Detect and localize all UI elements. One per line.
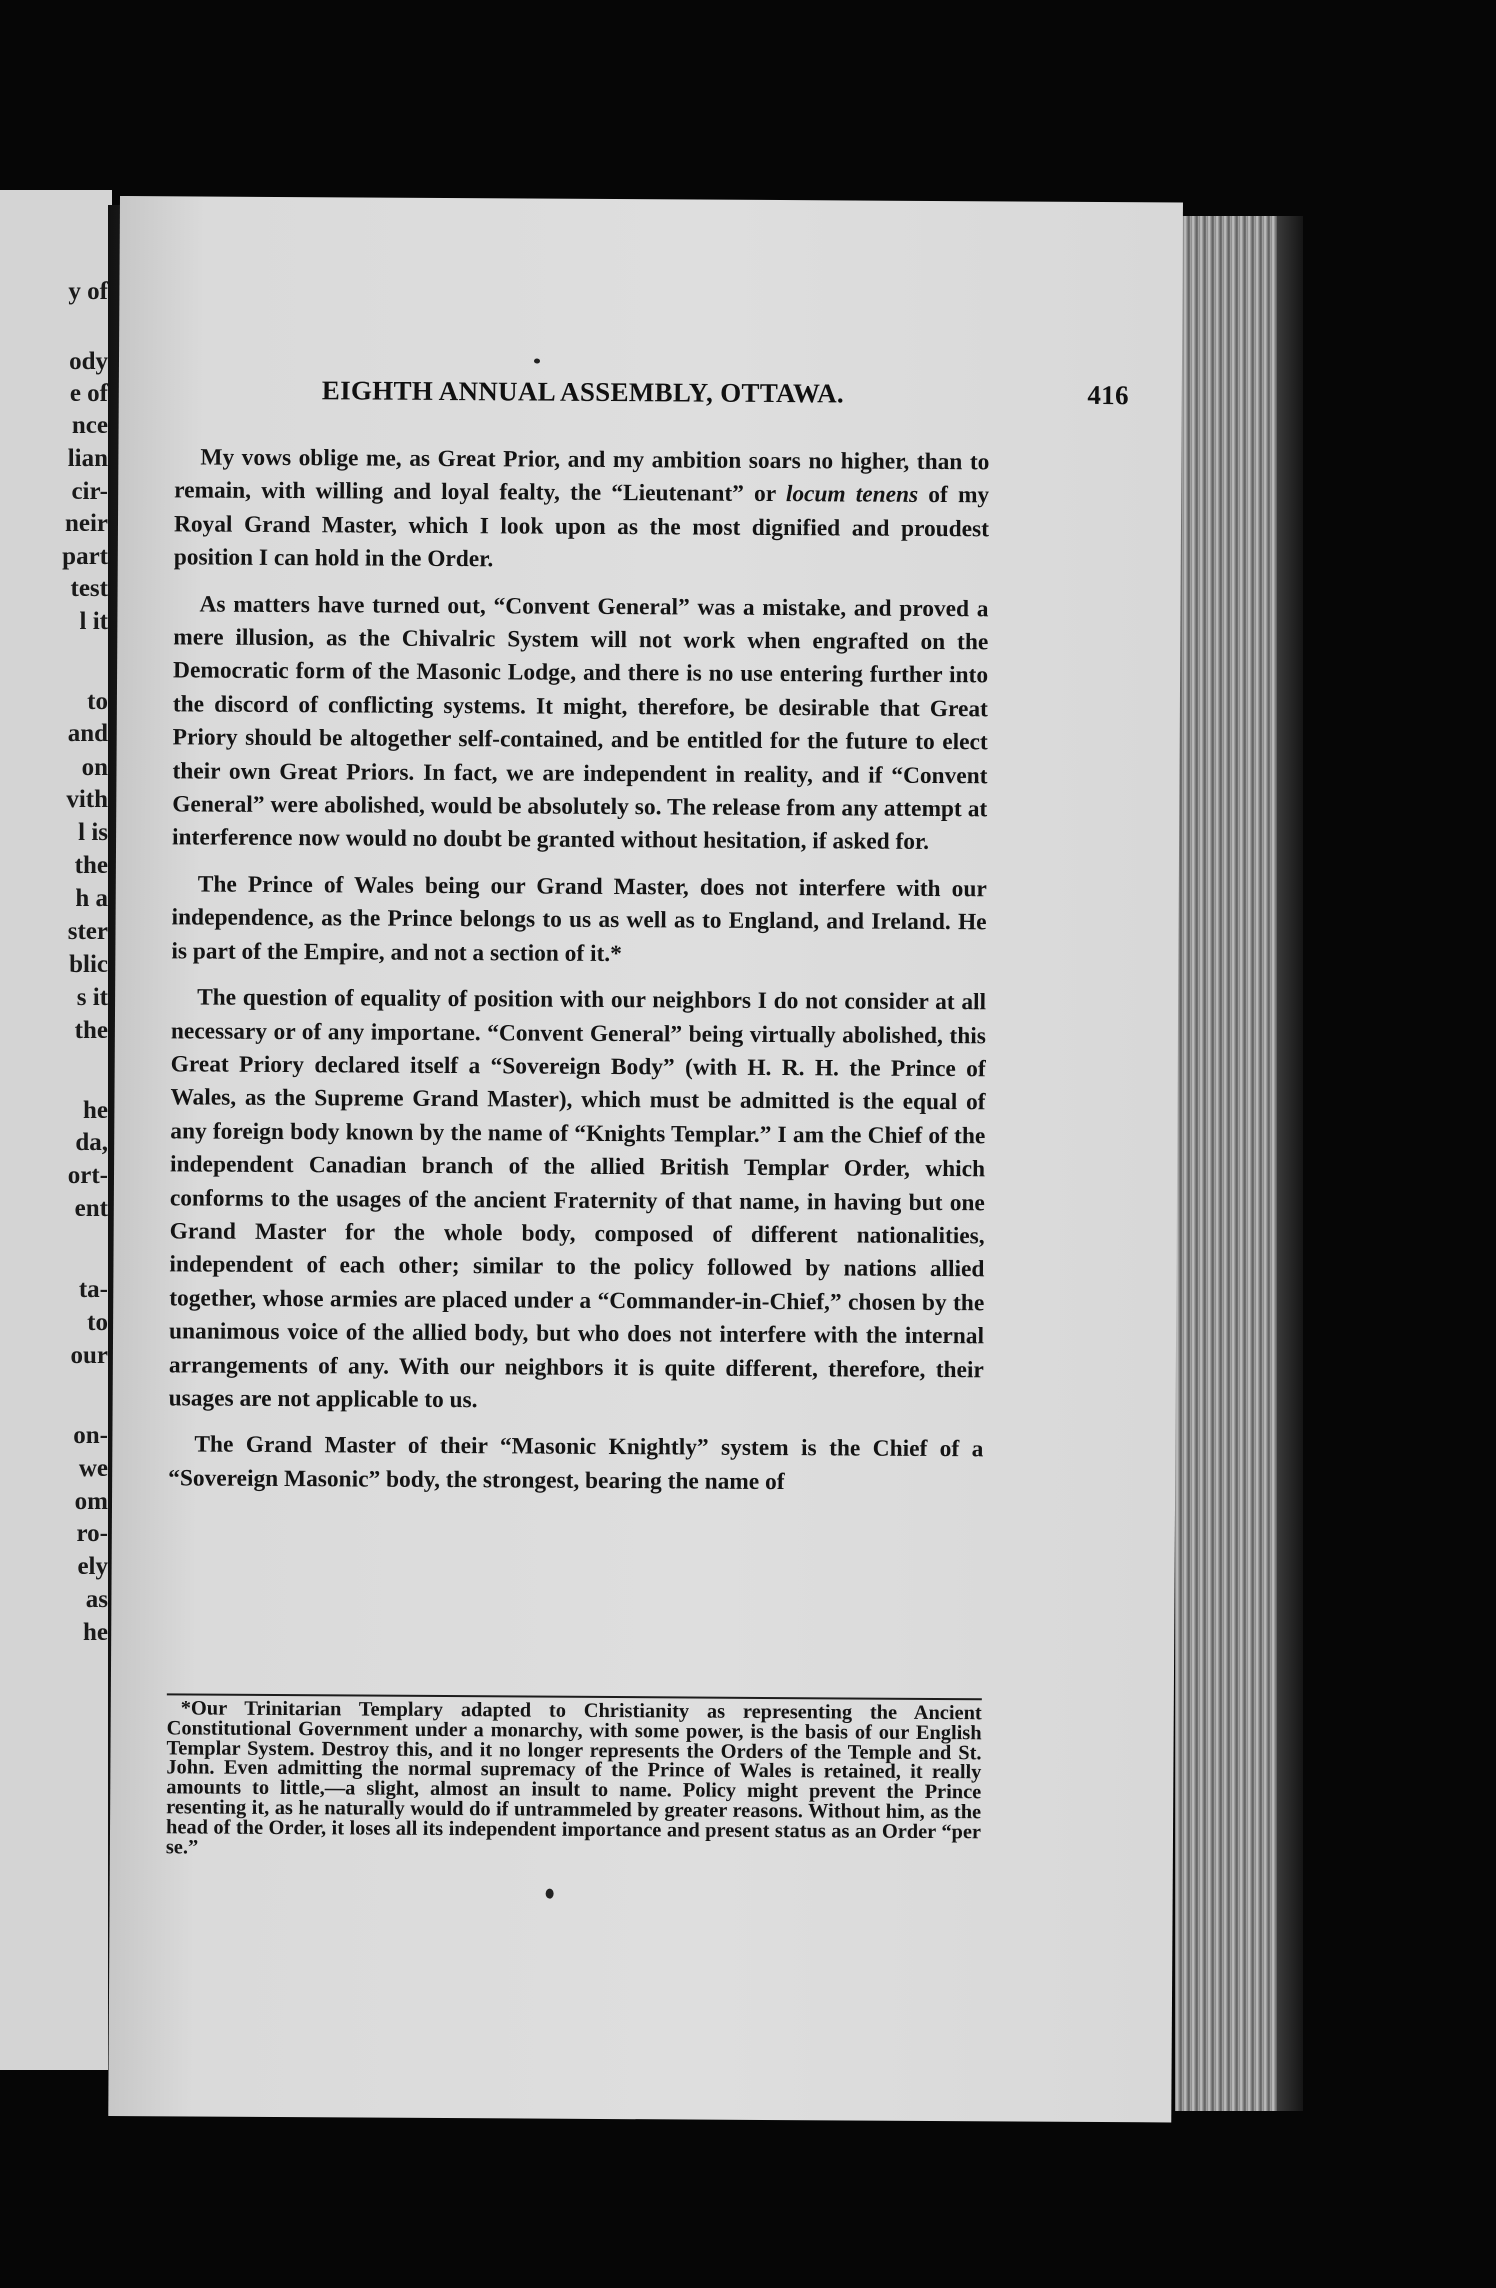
left-page-fragment: ro- [76,1520,108,1547]
left-page-fragment: s it [76,984,108,1011]
left-page-fragment: lian [67,445,108,472]
left-page-fragment: da, [75,1129,108,1156]
left-page-fragment: the [74,1017,108,1044]
left-page-fragment: on- [73,1422,108,1449]
left-page-fragment: cir- [71,478,108,505]
left-page-fragment: part [62,543,108,570]
running-head [319,375,1129,411]
footnote: *Our Trinitarian Templary adapted to Christianity as representing the Ancient Constitutional Government under a monarchy, with some power, is the basis of our English Templar System. Destroy this, and it no longer represents the Orders of the Temple and St. John. Even admitting the normal supremacy of the Prince of Wales is retained, it really amounts to little,—a slight, almost an insult to name. Policy might prevent the Prince resenting it, as he naturally would do if untrammeled by greater reasons. Without him, as the head of the Order, it loses all its independent importance and present status as an Order “per se.” [165,1697,982,1859]
paragraph-3: The Prince of Wales being our Grand Master, does not interfere with our independence, as the Prince belongs to us as well as to England, and Ireland. He is part of the Empire, and not a section of it.* [171,871,987,967]
running-head-title: EIGHTH ANNUAL ASSEMBLY, OTTAWA. [321,375,845,409]
paragraph-2: As matters have turned out, “Convent General” was a mistake, and proved a mere illusion, as the Chivalric System will not work when engrafted on the Democratic form of the Masonic Lodge, and there is no use entering further into the discord of conflicting systems. It might, therefore, be desirable that Great Priory should be altogether self-contained, and be entitled for the future to elect their own Great Priors. In fact, we are independent in reality, and if “Convent General” were abolished, would be absolutely so. The release from any attempt at interference now would no doubt be granted without hesitation, if asked for. [172,591,989,856]
left-page-fragment: and [67,720,108,747]
ink-speck [534,359,540,364]
book-page [108,196,1183,2122]
left-page-fragment: to [87,1309,108,1336]
left-page-fragment: e of [69,380,108,407]
left-page-fragment: ta- [78,1276,108,1303]
left-page-fragment: we [78,1455,108,1482]
paragraph-1: My vows oblige me, as Great Prior, and my ambition soars no higher, than to remain, with willing and loyal fealty, the “Lieutenant” or locum tenens of my Royal Grand Master, which I look upon as the most dignified and proudest position I can hold in the Order. [173,444,990,573]
left-page-fragment: test [70,575,108,602]
left-page-fragment: our [70,1342,108,1369]
left-page-fragment: to [87,688,108,715]
left-page-fragment: ent [74,1195,108,1222]
page-edges [1175,216,1303,2111]
left-page-fragment: as [85,1586,108,1613]
body-text [168,441,990,1513]
paragraph-4: The question of equality of position with our neighbors I do not consider at all necessary or of any importane. “Convent General” being virtually abolished, this Great Priory declared itself a “Sovereign Body” (with H. R. H. the Prince of Wales, as the Supreme Grand Master), which must be admitted is the equal of any foreign body known by the name of “Knights Templar.” I am the Chief of the independent Canadian branch of the allied British Templar Order, which conforms to the usages of the ancient Fraternity of that name, in having but one Grand Master for the whole body, composed of different nationalities, independent of each other; similar to the policy followed by nations allied together, whose armies are placed under a “Commander-in-Chief,” chosen by the unanimous voice of the allied body, but who does not interfere with the internal arrangements of any. With our neighbors it is quite different, therefore, their usages are not applicable to us. [168,984,987,1414]
left-page-fragment: nce [71,412,108,439]
paragraph-5: The Grand Master of their “Masonic Knightly” system is the Chief of a “Sovereign Masonic” body, the strongest, bearing the name of [168,1431,984,1495]
left-page-fragment: blic [69,951,108,978]
ink-speck [546,1889,554,1899]
left-page-fragment: ort- [67,1162,108,1189]
left-page-fragment: the [74,852,108,879]
left-page-fragment: neir [64,510,108,537]
left-page-fragment: ely [77,1553,108,1580]
left-page-fragment: vith [66,786,108,813]
left-page-fragment: h a [75,885,108,912]
left-page-fragment: om [74,1488,108,1515]
italic-phrase: locum tenens [785,481,919,509]
left-page-fragment: ody [69,348,108,375]
left-page-fragment: ster [67,918,108,945]
left-page-fragment: he [83,1097,108,1124]
left-page-fragment: l is [78,819,108,846]
left-page-fragment: he [83,1619,108,1646]
left-page-fragment: l it [79,608,108,635]
left-page-fragment: y of [68,278,108,305]
left-page-fragment: on [81,754,108,781]
page-number: 416 [1087,379,1129,411]
left-facing-page [0,190,112,2070]
